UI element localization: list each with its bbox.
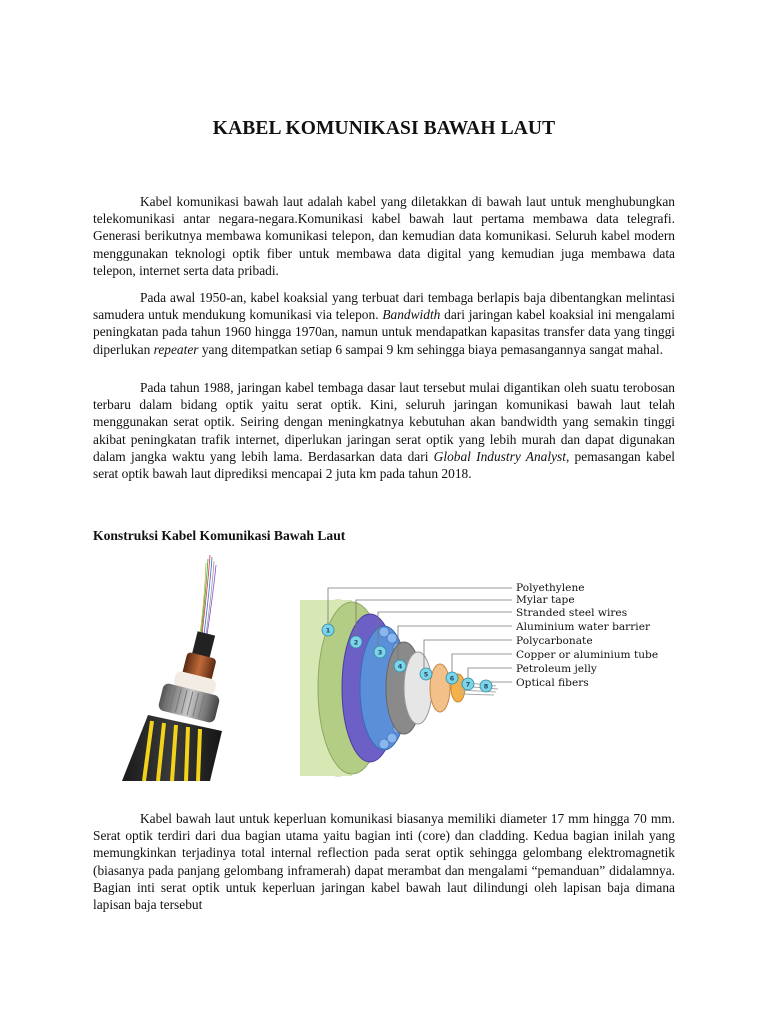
paragraph-text: Pada awal 1950-an, kabel koaksial yang terbuat dari tembaga berlapis baja dibentangkan melintasi samudera untuk mendukung komunikasi via telepon. <box>93 290 675 323</box>
layer-label: Polycarbonate <box>516 635 593 647</box>
layer-label: Aluminium water barrier <box>516 621 651 633</box>
layer-number: 4 <box>397 662 403 671</box>
layer-number: 8 <box>483 682 489 691</box>
paragraph-diameter <box>93 810 675 913</box>
italic-term: Global Industry Analyst <box>433 448 566 464</box>
paragraph-text: yang ditempatkan setiap 6 sampai 9 km sehingga biaya pemasangannya sangat mahal. <box>198 341 663 357</box>
layer-number: 1 <box>325 626 331 635</box>
layer-number: 5 <box>423 670 429 679</box>
layer-label: Stranded steel wires <box>516 607 628 619</box>
cable-photo <box>118 555 238 781</box>
paragraph-text: Kabel komunikasi bawah laut adalah kabel yang diletakkan di bawah laut untuk menghubungkan telekomunikasi antar negara-negara.Komunikasi kabel bawah laut pertama membawa data telegrafi. Generasi berikutnya membawa komunikasi telepon, dan kemudian data komunikasi. Seluruh kabel modern menggunakan teknologi optik fiber untuk membawa data digital yang kemudian juga membawa data telepon, internet serta data pribadi. <box>93 194 675 278</box>
section-heading: Konstruksi Kabel Komunikasi Bawah Laut <box>93 528 346 543</box>
layer-label: Polyethylene <box>516 582 585 594</box>
layer-label: Optical fibers <box>516 677 589 689</box>
paragraph-text: Pada tahun 1988, jaringan kabel tembaga dasar laut tersebut mulai digantikan oleh suatu terobosan terbaru dalam bidang optik yaitu serat optik. Kini, seluruh jaringan komunikasi bawah laut telah menggunakan serat optik. Seiring dengan meningkatnya kebutuhan akan bandwidth yang semakin tinggi akibat peningkatan trafik internet, diperlukan jaringan serat optik yang lebih murah dan dapat digunakan dalam jangka waktu yang lebih lama. Berdasarkan data dari <box>93 380 675 464</box>
optical-fibers <box>200 555 216 635</box>
layer-number: 7 <box>465 680 471 689</box>
layer-number: 6 <box>449 674 455 683</box>
paragraph-intro <box>93 193 675 279</box>
layer-number: 2 <box>353 638 359 647</box>
paragraph-text: Kabel bawah laut untuk keperluan komunikasi biasanya memiliki diameter 17 mm hingga 70 mm. Serat optik terdiri dari dua bagian utama yaitu bagian inti (core) dan cladding. Kedua bagian inilah yang memungkinkan terjadinya total internal reflection pada serat optik sehingga gelombang elektromagnetik (biasanya pada panjang gelombang inframerah) dapat merambat dan mengalami “pemanduan” didalamnya. Bagian inti serat optik untuk keperluan jaringan kabel bawah laut dilindungi oleh lapisan baja dimana lapisan baja tersebut <box>93 811 675 913</box>
paragraph-text: dari jaringan kabel koaksial ini mengalami peningkatan pada tahun 1960 hingga 1970an, namun untuk mendapatkan kapasitas transfer data yang tinggi diperlukan <box>93 307 676 357</box>
italic-term: repeater <box>153 341 199 357</box>
layer-label: Copper or aluminium tube <box>516 649 659 661</box>
layer-number: 3 <box>377 648 383 657</box>
cable-layers-diagram <box>300 570 670 780</box>
paragraph-text: , pemasangan kabel serat optik bawah laut diprediksi mencapai 2 juta km pada tahun 2018. <box>93 448 675 482</box>
paragraph-history <box>93 289 675 358</box>
paragraph-fiber-optic <box>93 379 675 482</box>
layer-label: Mylar tape <box>516 594 575 606</box>
layer-label: Petroleum jelly <box>516 663 597 675</box>
italic-term: Bandwidth <box>382 307 441 323</box>
page-title: KABEL KOMUNIKASI BAWAH LAUT <box>212 118 556 139</box>
